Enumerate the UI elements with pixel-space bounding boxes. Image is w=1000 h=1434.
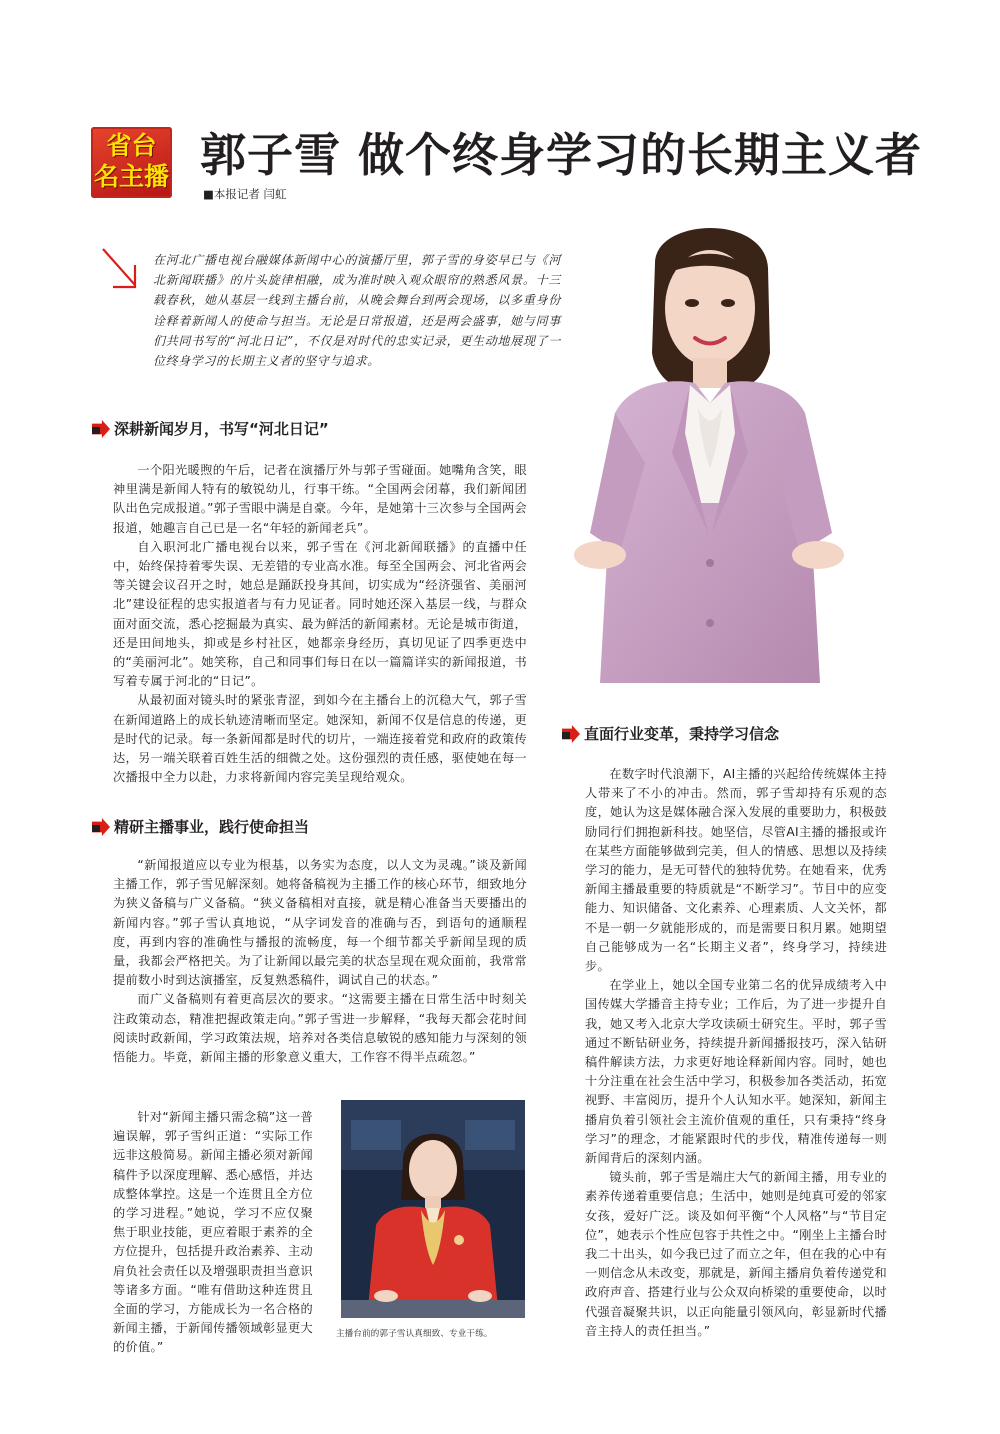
section-heading-1 xyxy=(92,417,392,441)
paragraph: 一个阳光暖煦的午后，记者在演播厅外与郭子雪碰面。她嘴角含笑，眼神里满是新闻人特有的敏锐幼儿，行事干练。“全国两会闭幕，我们新闻团队出色完成报道。”郭子雪眼中满是自豪。今年，是她第十三次参与全国两会报道，她趣言自己已是一名“年轻的新闻老兵”。 xyxy=(113,463,527,535)
anchor-portrait-photo xyxy=(560,203,860,708)
badge-line-1: 省台 xyxy=(106,131,157,160)
section-3-body xyxy=(585,765,887,1341)
badge-line-2: 名主播 xyxy=(93,162,169,191)
photo-caption: 主播台前的郭子雪认真细致、专业干练。 xyxy=(336,1329,493,1339)
lead-paragraph: 在河北广播电视台融媒体新闻中心的演播厅里，郭子雪的身姿早已与《河北新闻联播》的片头旋律相融，成为准时映入观众眼帘的熟悉风景。十三载春秋，她从基层一线到主播台前，从晚会舞台到两会现场，以多重身份诠释着新闻人的使命与担当。无论是日常报道，还是两会盛事，她与同事们共同书写的“河北日记”，不仅是对时代的忠实记录，更生动地展现了一位终身学习的长期主义者的坚守与追求。 xyxy=(153,253,561,369)
column-badge xyxy=(91,127,172,198)
section-1-body xyxy=(113,461,527,787)
paragraph: 在学业上，她以全国专业第二名的优异成绩考入中国传媒大学播音主持专业；工作后，为了进一步提升自我，她又考入北京大学攻读硕士研究生。平时，郭子雪通过不断钻研业务，持续提升新闻播报技巧，深入钻研稿件解读方法，力求更好地诠释新闻内容。同时，她也十分注重在社会生活中学习，积极参加各类活动，拓宽视野、丰富阅历，提升个人认知水平。她深知，新闻主播肩负着引领社会主流价值观的重任，只有秉持“终身学习”的理念，才能紧跟时代的步伐，精准传递每一则新闻背后的深刻内涵。 xyxy=(585,978,887,1166)
paragraph: 自入职河北广播电视台以来，郭子雪在《河北新闻联播》的直播中任中，始终保持着零失误、无差错的专业高水准。每至全国两会、河北省两会等关键会议召开之时，她总是踊跃投身其间，切实成为“经济强省、美丽河北”建设征程的忠实报道者与有力见证者。同时她还深入基层一线，与群众面对面交流，悉心挖掘最为真实、最为鲜活的新闻素材。无论是城市街道，还是田间地头，抑或是乡村社区，她都亲身经历，真切见证了四季更迭中的“美丽河北”。她笑称，自己和同事们每日在以一篇篇详实的新闻报道，书写着专属于河北的“日记”。 xyxy=(113,539,527,689)
section-heading-text: 直面行业变革，秉持学习信念 xyxy=(584,725,780,743)
section-heading-text: 精研主播事业，践行使命担当 xyxy=(114,818,310,836)
byline: ■本报记者 闫虹 xyxy=(203,187,287,201)
section-heading-2 xyxy=(92,815,392,839)
paragraph: “新闻报道应以专业为根基，以务实为态度，以人文为灵魂。”谈及新闻主播工作，郭子雪见解深刻。她将备稿视为主播工作的核心环节，细致地分为狭义备稿与广义备稿。“狭义备稿相对直接，就是精心准备当天要播出的新闻内容。”郭子雪认真地说，“从字词发音的准确与否，到语句的通顺程度，再到内容的准确性与播报的流畅度，每一个细节都关乎新闻呈现的质量，我都会严格把关。为了让新闻以最完美的状态呈现在观众面前，我常常提前数小时到达演播室，反复熟悉稿件，调试自己的状态。” xyxy=(113,858,527,988)
paragraph: 镜头前，郭子雪是端庄大气的新闻主播，用专业的素养传递着重要信息；生活中，她则是纯真可爱的邻家女孩，爱好广泛。谈及如何平衡“个人风格”与“节目定位”，她表示个性应包容于共性之中。“刚坐上主播台时我二十出头，如今我已过了而立之年，但在我的心中有一则信念从未改变，那就是，新闻主播肩负着传递党和政府声音、搭建行业与公众双向桥梁的重要使命，以时代强音凝聚共识，以正向能量引领风向，彰显新时代播音主持人的责任担当。” xyxy=(585,1170,887,1338)
article-title: 郭子雪 做个终身学习的长期主义者 xyxy=(200,128,923,182)
section-heading-text: 深耕新闻岁月，书写“河北日记” xyxy=(114,420,329,438)
paragraph: 从最初面对镜头时的紧张青涩，到如今在主播台上的沉稳大气，郭子雪在新闻道路上的成长轨迹清晰而坚定。她深知，新闻不仅是信息的传递，更是时代的记录。每一条新闻都是时代的切片，一端连接着党和政府的政策传达，另一端关联着百姓生活的细微之处。这份强烈的责任感，驱使她在每一次播报中全力以赴，力求将新闻内容完美呈现给观众。 xyxy=(113,693,527,785)
anchor-studio-photo xyxy=(341,1100,525,1318)
section-2-body-narrow xyxy=(113,1108,313,1358)
section-heading-3 xyxy=(562,722,862,746)
arrow-icon xyxy=(95,241,143,297)
paragraph: 针对“新闻主播只需念稿”这一普遍误解，郭子雪纠正道：“实际工作远非这般简易。新闻主播必须对新闻稿件予以深度理解、悉心感悟，并达成整体掌控。这是一个连贯且全方位的学习进程。”她说，学习不应仅聚焦于职业技能，更应着眼于素养的全方位提升，包括提升政治素养、主动肩负社会责任以及增强职责担当意识等诸多方面。“唯有借助这种连贯且全面的学习，方能成长为一名合格的新闻主播，于新闻传播领域彰显更大的价值。” xyxy=(113,1110,313,1355)
section-2-body xyxy=(113,856,527,1067)
paragraph: 而广义备稿则有着更高层次的要求。“这需要主播在日常生活中时刻关注政策动态，精准把握政策走向。”郭子雪进一步解释，“我每天都会花时间阅读时政新闻，学习政策法规，培养对各类信息敏锐的感知能力与深刻的领悟能力。毕竟，新闻主播的形象意义重大，工作容不得半点疏忽。” xyxy=(113,992,527,1065)
paragraph: 在数字时代浪潮下，AI主播的兴起给传统媒体主持人带来了不小的冲击。然而，郭子雪却持有乐观的态度，她认为这是媒体融合深入发展的重要助力，积极鼓励同行们拥抱新科技。她坚信，尽管AI主播的播报或许在某些方面能够做到完美，但人的情感、思想以及持续学习的能力，是无可替代的独特优势。在她看来，优秀新闻主播最重要的特质就是“不断学习”。节目中的应变能力、知识储备、文化素养、心理素质、人文关怀，都不是一朝一夕就能形成的，而是需要日积月累。她期望自己能够成为一名“长期主义者”，终身学习，持续进步。 xyxy=(585,767,887,974)
